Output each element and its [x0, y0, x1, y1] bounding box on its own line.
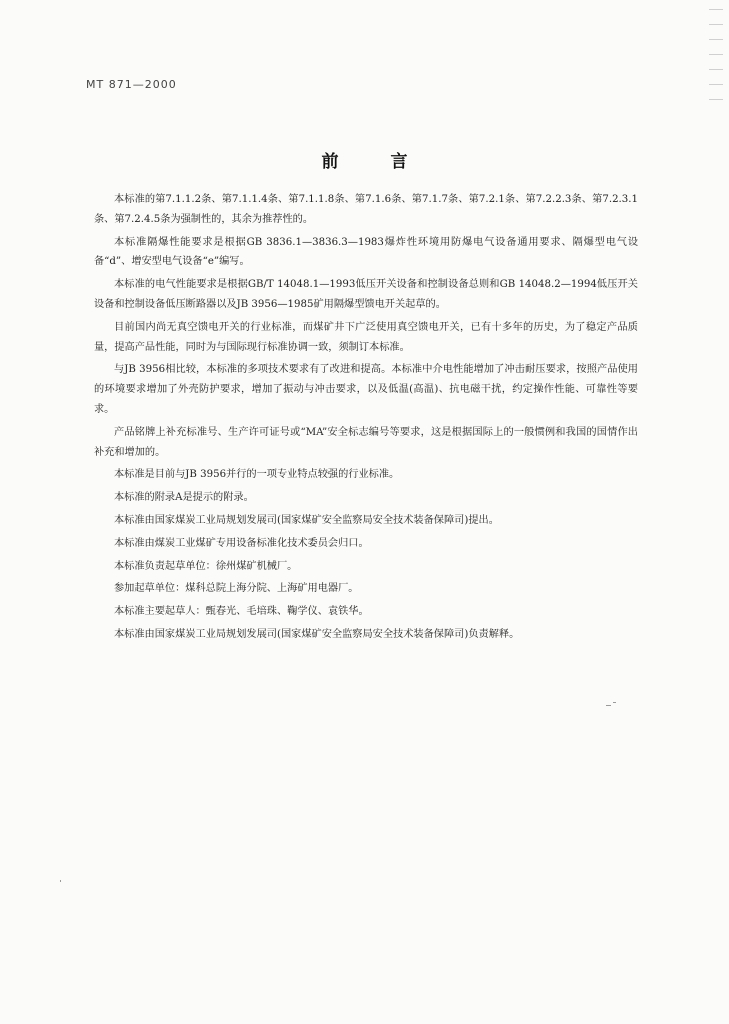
scan-edge-marks [709, 2, 723, 112]
scan-speck [613, 702, 616, 703]
paragraph-parallel-standard: 本标准是目前与JB 3956并行的一项专业特点较强的行业标准。 [114, 469, 400, 481]
standard-code: MT 871—2000 [86, 78, 177, 91]
document-body [94, 190, 638, 648]
paragraph-participating-units: 参加起草单位：煤科总院上海分院、上海矿用电器厂。 [114, 583, 359, 595]
paragraph-explosion-proof-basis: 本标准隔爆性能要求是根据GB 3836.1—3836.3—1983爆炸性环境用防爆电气设备通用要求、隔爆型电气设备“d”、增安型电气设备“e”编写。 [94, 236, 638, 268]
scan-speck [60, 880, 61, 882]
paragraph-appendix: 本标准的附录A是提示的附录。 [114, 492, 254, 504]
paragraph-mandatory-clauses: 本标准的第7.1.1.2条、第7.1.1.4条、第7.1.1.8条、第7.1.6条、第7.1.7条、第7.2.1条、第7.2.2.3条、第7.2.3.1条、第7.2.4.5条为强制性的，其余为推荐性的。 [94, 194, 638, 225]
paragraph-background: 目前国内尚无真空馈电开关的行业标准，而煤矿井下广泛使用真空馈电开关，已有十多年的历史，为了稳定产品质量，提高产品性能，同时为与国际现行标准协调一致，须制订本标准。 [94, 321, 638, 353]
paragraph-electrical-basis: 本标准的电气性能要求是根据GB/T 14048.1—1993低压开关设备和控制设备总则和GB 14048.2—1994低压开关设备和控制设备低压断路器以及JB 3956—1985矿用隔爆型馈电开关起草的。 [94, 279, 638, 310]
scan-speck [606, 705, 611, 706]
paragraph-comparison: 与JB 3956相比较，本标准的多项技术要求有了改进和提高。本标准中介电性能增加了冲击耐压要求，按照产品使用的环境要求增加了外壳防护要求，增加了振动与冲击要求，以及低温(高温)、抗电磁干扰，约定操作性能、可靠性等要求。 [94, 364, 638, 415]
paragraph-nameplate: 产品铭牌上补充标准号、生产许可证号或“MA”安全标志编号等要求，这是根据国际上的一般惯例和我国的国情作出补充和增加的。 [94, 426, 638, 458]
paragraph-drafters: 本标准主要起草人：甄春光、毛培珠、鞠学仪、袁铁华。 [114, 606, 369, 618]
paragraph-proposed-by: 本标准由国家煤炭工业局规划发展司(国家煤矿安全监察局安全技术装备保障司)提出。 [114, 514, 499, 526]
paragraph-centralized-by: 本标准由煤炭工业煤矿专用设备标准化技术委员会归口。 [114, 537, 369, 549]
page-title: 前言 [321, 152, 460, 172]
paragraph-drafting-unit: 本标准负责起草单位：徐州煤矿机械厂。 [114, 560, 298, 572]
paragraph-interpretation: 本标准由国家煤炭工业局规划发展司(国家煤矿安全监察局安全技术装备保障司)负责解释。 [114, 628, 520, 640]
